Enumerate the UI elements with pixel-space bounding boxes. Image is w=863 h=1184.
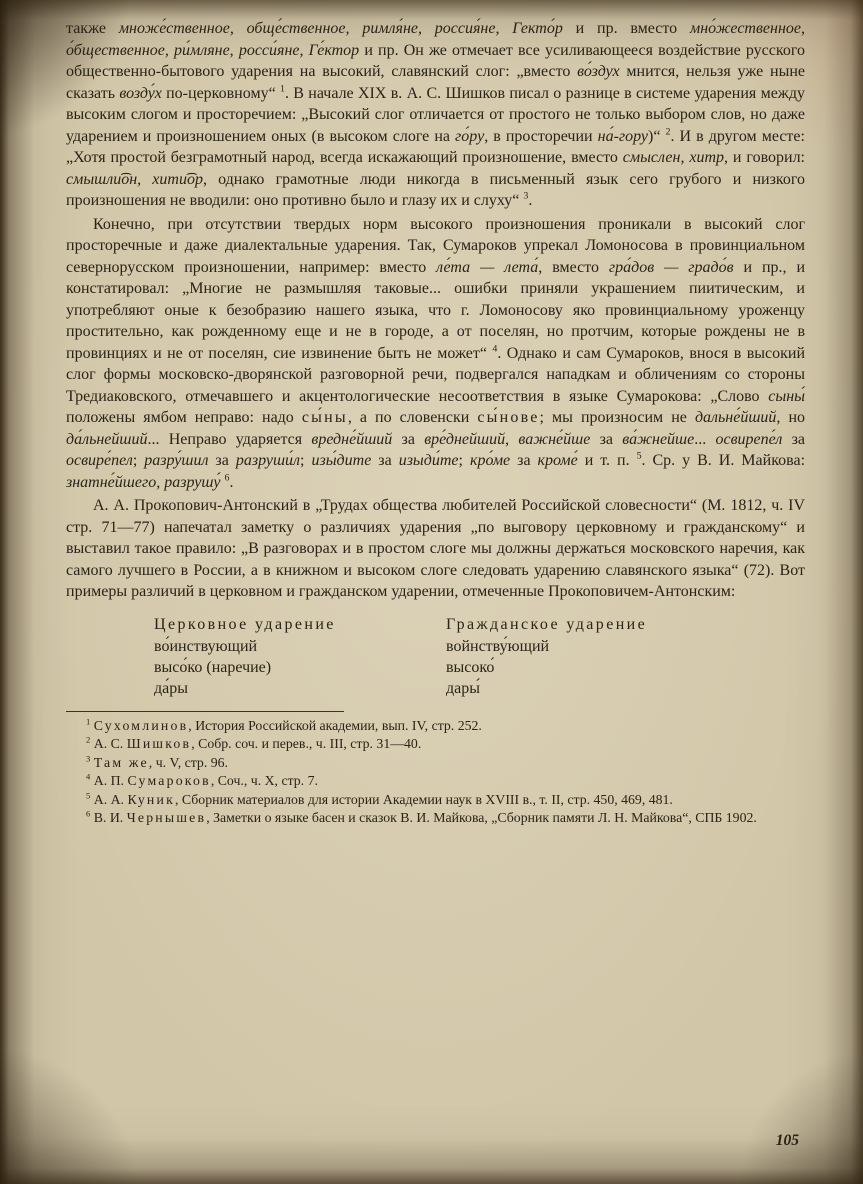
paragraph-accent-examples: также множе́ственное, обще́ственное, римля́не, россия́не, Гекто́р и пр. вместо мно́жественное, о́бщественное, ри́мляне, росси́яне, Ге́ктор и пр. Он же отмечает все усиливающееся воздействие русского общественно-бытового ударения на высокий, славянский слог: „вместо во́здух мнится, нельзя уже ныне сказать возду́х по-церковному“ $^1$. В начале XIX в. А. С. Шишков писал о разнице в системе ударения между высоким слогом и просторечием: „Высокий слог отличается от простого не только выбором слов, но даже ударением и произношением оных (в высоком слоге на го́ру, в просторечии на́-гору)“ $^2$. И в другом месте: „Хотя простой безграмотный народ, всегда искажающий произношение, вместо смыслен, хитр, и говорил: смышли͡он, хити͡ор, однако грамотные люди никогда в письменный язык сего грубого и низкого произношения не вводили: оно противно было и глазу их и слуху“ $^3$. bbox=[66, 20, 806, 209]
footnote-separator-rule bbox=[66, 711, 344, 712]
footnotes-block bbox=[66, 717, 805, 827]
accent-comparison-table bbox=[154, 614, 805, 700]
church-accent-column bbox=[154, 614, 446, 700]
footnote-2: $^2$ А. С. Шишков, Собр. соч. и перев., ч. III, стр. 31—40. bbox=[86, 734, 422, 752]
paragraph-prokopovich: А. А. Прокопович-Антонский в „Трудах общества любителей Российской словесности“ (М. 1812, ч. IV стр. 71—77) напечатал заметку о различиях ударения „по выговору церковному и гражданскому“ и выставил такое правило: „В разговорах и в простом слоге мы должны держаться московского наречия, как самого лучшего в России, а в книжном и высоком слоге следовать ударению славянского языка“ (72). Вот примеры различий в церковном и гражданском ударении, отмеченные Прокоповичем-Антонским: bbox=[66, 497, 805, 600]
church-accent-row-3: да́ры bbox=[154, 680, 188, 697]
footnote-6: $^6$ В. И. Чернышев, Заметки о языке басен и сказок В. И. Майкова, „Сборник памяти Л. Н. Майкова“, СПБ 1902. bbox=[86, 808, 757, 826]
paragraph-sumarokov: Конечно, при отсутствии твердых норм высокого произношения проникали в высокий слог просторечные и даже диалектальные ударения. Так, Сумароков упрекал Ломоносова в провинциальном севернорусском произношении, например: вместо ле́та — лета́, вместо гра́дов — градо́в и пр., и констатировал: „Многие не размышляя таковые... ошибки приняли украшением пиитическим, и употребляют оные к безобразию нашего языка, что г. Ломоносову яко провинциальному уроженцу простительно, как рожденному еще и не в городе, а от поселян, но протчим, которые рождены не в провинциях и не от поселян, сие извинение быть не может“ $^4$. Однако и сам Сумароков, внося в высокий слог формы московско-дворянской разговорной речи, подвергался нападкам и обличениям со стороны Тредиаковского, отмечавшего и акцентологические несоответствия в языке Сумарокова: „Слово сыны́ положены ямбом неправо: надо сы́ны, а по словенски сы́нове; мы произносим не дальне́йший, но да́льнейший... Неправо ударяется вредне́йший за вре́днейший, важне́йше за ва́жнейше... освирепе́л за освире́пел; разру́шил за разруши́л; изы́дите за изыди́те; кро́ме за кроме́ и т. п. $^5$. Ср. у В. И. Майкова: знатне́йшего, разрушу́ $^6$. bbox=[66, 215, 806, 491]
civil-accent-row-2: высоко́ bbox=[446, 659, 495, 676]
page-number: 105 bbox=[775, 1132, 799, 1149]
church-accent-row-2: высо́ко (наречие) bbox=[154, 659, 272, 676]
footnote-3: $^3$ Там же, ч. V, стр. 96. bbox=[86, 753, 228, 770]
church-accent-header: Церковное ударение bbox=[154, 615, 336, 633]
civil-accent-row-1: войнству́ющий bbox=[446, 638, 550, 655]
footnote-5: $^5$ А. А. Куник, Сборник материалов для истории Академии наук в XVIII в., т. II, стр. 450, 469, 481. bbox=[86, 790, 673, 807]
footnote-4: $^4$ А. П. Сумароков, Соч., ч. X, стр. 7. bbox=[86, 771, 318, 789]
civil-accent-row-3: дары́ bbox=[446, 680, 480, 697]
footnote-1: $^1$ Сухомлинов, История Российской академии, вып. IV, стр. 252. bbox=[86, 716, 482, 733]
civil-accent-column bbox=[446, 614, 746, 700]
civil-accent-header: Гражданское ударение bbox=[446, 615, 648, 633]
church-accent-row-1: во́инствующий bbox=[154, 638, 258, 655]
